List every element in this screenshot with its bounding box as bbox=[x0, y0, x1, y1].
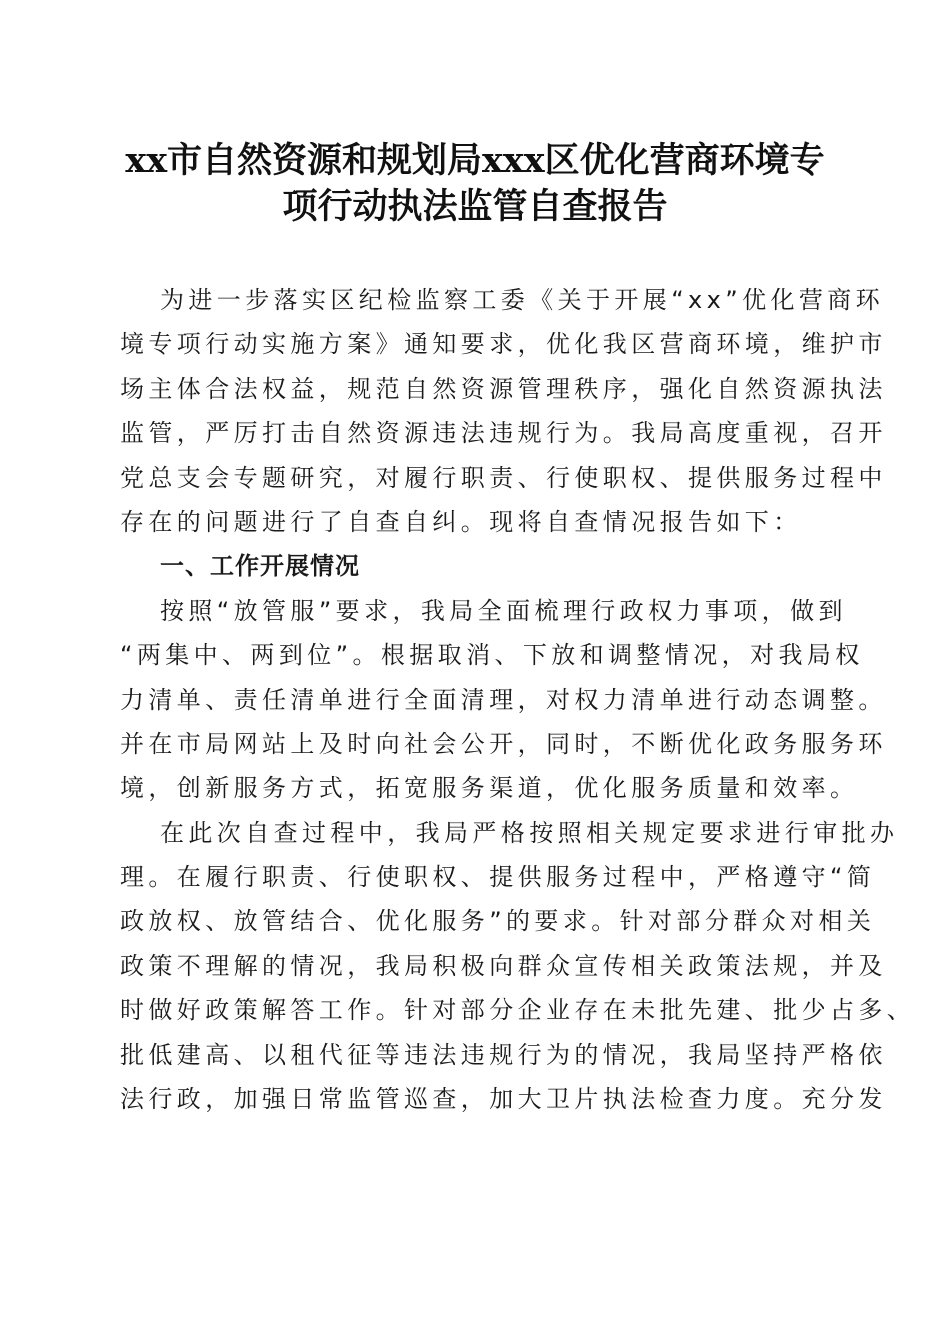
paragraph-3-line-3: 政放权、放管结合、优化服务”的要求。针对部分群众对相关 bbox=[120, 907, 876, 936]
paragraph-1-line-2: 境专项行动实施方案》通知要求，优化我区营商环境，维护市 bbox=[120, 330, 887, 359]
paragraph-1-line-6: 存在的问题进行了自查自纠。现将自查情况报告如下： bbox=[120, 507, 802, 536]
title-line-2: 项行动执法监管自查报告 bbox=[282, 186, 668, 227]
paragraph-2-line-4: 并在市局网站上及时向社会公开，同时，不断优化政务服务环 bbox=[120, 729, 887, 758]
paragraph-2-line-3: 力清单、责任清单进行全面清理，对权力清单进行动态调整。 bbox=[120, 685, 887, 714]
document-body bbox=[120, 278, 916, 1121]
document-title bbox=[100, 138, 850, 230]
paragraph-3-line-6: 批低建高、以租代征等违法违规行为的情况，我局坚持严格依 bbox=[120, 1040, 887, 1069]
paragraph-2-line-1: 按照“放管服”要求，我局全面梳理行政权力事项，做到 bbox=[160, 596, 847, 625]
paragraph-2-line-5: 境，创新服务方式，拓宽服务渠道，优化服务质量和效率。 bbox=[120, 774, 859, 803]
paragraph-3-line-1: 在此次自查过程中，我局严格按照相关规定要求进行审批办 bbox=[160, 818, 899, 847]
paragraph-3-line-2: 理。在履行职责、行使职权、提供服务过程中，严格遵守“简 bbox=[120, 863, 876, 892]
paragraph-3-line-4: 政策不理解的情况，我局积极向群众宣传相关政策法规，并及 bbox=[120, 951, 887, 980]
paragraph-3-line-5: 时做好政策解答工作。针对部分企业存在未批先建、批少占多、 bbox=[120, 996, 916, 1025]
paragraph-2-line-2: “两集中、两到位”。根据取消、下放和调整情况，对我局权 bbox=[120, 641, 864, 670]
paragraph-1-line-3: 场主体合法权益，规范自然资源管理秩序，强化自然资源执法 bbox=[120, 374, 887, 403]
title-line-1: xx市自然资源和规划局xxx区优化营商环境专 bbox=[125, 140, 825, 181]
paragraph-3-line-7: 法行政，加强日常监管巡查，加大卫片执法检查力度。充分发 bbox=[120, 1085, 887, 1114]
section-heading-1: 一、工作开展情况 bbox=[160, 552, 360, 581]
paragraph-1-line-5: 党总支会专题研究，对履行职责、行使职权、提供服务过程中 bbox=[120, 463, 887, 492]
paragraph-1-line-4: 监管，严厉打击自然资源违法违规行为。我局高度重视，召开 bbox=[120, 419, 887, 448]
paragraph-1-line-1: 为进一步落实区纪检监察工委《关于开展“xx”优化营商环 bbox=[160, 286, 885, 314]
